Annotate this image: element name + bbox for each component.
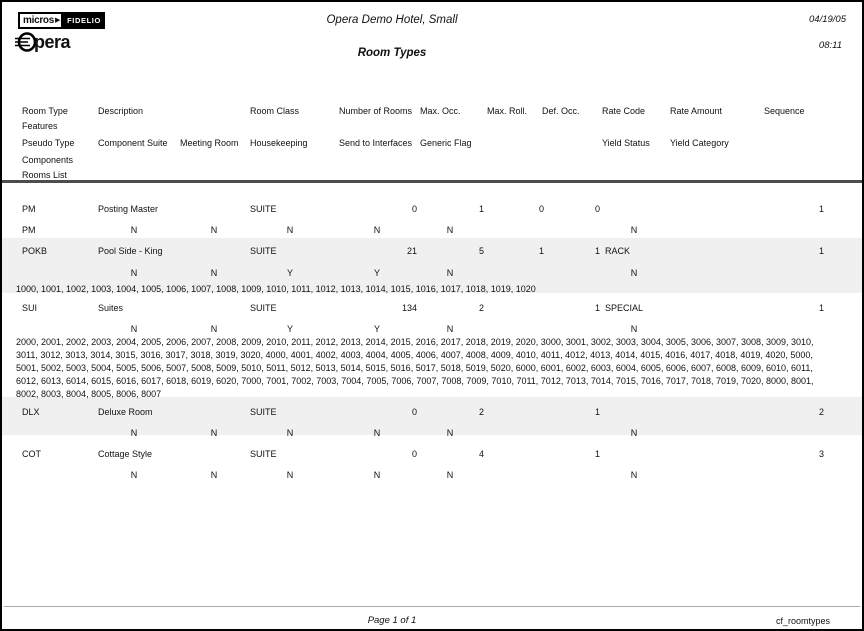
pseudo-type-value: PM	[22, 225, 36, 235]
yield-status-flag: N	[630, 324, 638, 334]
header-divider	[2, 180, 862, 183]
rooms-list-line: 3011, 3012, 3013, 3014, 3015, 3016, 3017, 3018, 3019, 3020, 4000, 4001, 4002, 4003, 4004, 4005, 4006, 4007, 4008, 4009, 4010, 4011, 4012, 4013, 4014, 4015, 4016, 4017, 4018, 4019, 4020, 5000,	[16, 350, 813, 360]
meeting-room-flag: N	[210, 428, 218, 438]
room-type-description: Suites	[98, 303, 124, 313]
rooms-list-line: 2000, 2001, 2002, 2003, 2004, 2005, 2006, 2007, 2008, 2009, 2010, 2011, 2012, 2013, 2014, 2015, 2016, 2017, 2018, 2019, 2020, 3000, 3001, 3002, 3003, 3004, 3005, 3006, 3007, 3008, 3009, 3010,	[16, 337, 814, 347]
opera-logo-text: pera	[34, 32, 71, 52]
table-row-dlx	[2, 407, 862, 438]
meeting-room-flag: N	[210, 225, 218, 235]
page-number: Page 1 of 1	[367, 615, 417, 626]
column-header-sequence: Sequence	[764, 106, 805, 116]
room-class-value: SUITE	[250, 303, 277, 313]
send-to-interfaces-flag: N	[373, 428, 381, 438]
yield-status-flag: N	[630, 225, 638, 235]
number-of-rooms-value: 0	[411, 204, 417, 214]
max-occ-value: 2	[478, 407, 484, 417]
hotel-name: Opera Demo Hotel, Small	[326, 14, 458, 26]
max-occ-value: 1	[478, 204, 484, 214]
micros-logo-text: micros ▶	[18, 12, 63, 29]
housekeeping-flag: N	[286, 428, 294, 438]
room-type-description: Cottage Style	[98, 449, 153, 459]
table-row-sui	[2, 303, 862, 399]
max-occ-value: 5	[478, 246, 484, 256]
number-of-rooms-value: 134	[401, 303, 417, 313]
number-of-rooms-value: 0	[411, 449, 417, 459]
meeting-room-flag: N	[210, 324, 218, 334]
table-row-cot	[2, 449, 862, 480]
def-occ-value: 0	[594, 204, 600, 214]
sequence-value: 1	[818, 204, 824, 214]
rooms-list-line: 8002, 8003, 8004, 8005, 8006, 8007	[16, 389, 162, 399]
column-header-features: Features	[22, 121, 58, 131]
room-class-value: SUITE	[250, 246, 277, 256]
yield-status-flag: N	[630, 268, 638, 278]
housekeeping-flag: N	[286, 225, 294, 235]
housekeeping-flag: Y	[286, 324, 293, 334]
room-class-value: SUITE	[250, 449, 277, 459]
component-suite-flag: N	[130, 225, 138, 235]
column-header-meeting-room: Meeting Room	[180, 138, 239, 148]
column-header-send-to-interfaces: Send to Interfaces	[339, 138, 413, 148]
component-suite-flag: N	[130, 428, 138, 438]
room-type-code: PM	[22, 204, 36, 214]
fidelio-logo-text: FIDELIO	[63, 12, 105, 29]
sequence-value: 2	[818, 407, 824, 417]
column-header-max-occ: Max. Occ.	[420, 106, 461, 116]
column-header-description: Description	[98, 106, 144, 116]
housekeeping-flag: N	[286, 470, 294, 480]
component-suite-flag: N	[130, 268, 138, 278]
room-type-code: COT	[22, 449, 41, 459]
report-date: 04/19/05	[809, 14, 846, 25]
room-class-value: SUITE	[250, 204, 277, 214]
max-occ-value: 4	[478, 449, 484, 459]
send-to-interfaces-flag: Y	[373, 324, 380, 334]
number-of-rooms-value: 21	[406, 246, 417, 256]
column-header-component-suite: Component Suite	[98, 138, 168, 148]
room-type-description: Deluxe Room	[98, 407, 153, 417]
column-header-rate-amount: Rate Amount	[670, 106, 723, 116]
room-type-code: SUI	[22, 303, 38, 313]
column-header-rooms-list: Rooms List	[22, 170, 68, 180]
sequence-value: 1	[818, 303, 824, 313]
report-title: Room Types	[357, 47, 427, 59]
room-type-description: Pool Side - King	[98, 246, 163, 256]
def-occ-value: 1	[594, 407, 600, 417]
column-header-yield-category: Yield Category	[670, 138, 729, 148]
send-to-interfaces-flag: N	[373, 225, 381, 235]
number-of-rooms-value: 0	[411, 407, 417, 417]
housekeeping-flag: Y	[286, 268, 293, 278]
column-header-generic-flag: Generic Flag	[420, 138, 472, 148]
generic-flag: N	[446, 324, 454, 334]
column-header-max-roll: Max. Roll.	[487, 106, 528, 116]
sequence-value: 3	[818, 449, 824, 459]
column-header-room-class: Room Class	[250, 106, 300, 116]
rooms-list-line: 6012, 6013, 6014, 6015, 6016, 6017, 6018, 6019, 6020, 7000, 7001, 7002, 7003, 7004, 7005, 7006, 7007, 7008, 7009, 7010, 7011, 7012, 7013, 7014, 7015, 7016, 7017, 7018, 7019, 7020, 8000, 8001,	[16, 376, 814, 386]
generic-flag: N	[446, 268, 454, 278]
send-to-interfaces-flag: Y	[373, 268, 380, 278]
table-row-pm	[2, 204, 862, 235]
meeting-room-flag: N	[210, 268, 218, 278]
generic-flag: N	[446, 428, 454, 438]
max-roll-value: 1	[538, 246, 544, 256]
column-header-number-of-rooms: Number of Rooms	[339, 106, 413, 116]
table-row-pokb	[2, 246, 862, 294]
def-occ-value: 1	[594, 303, 600, 313]
report-id: cf_roomtypes	[775, 616, 830, 626]
max-roll-value: 0	[538, 204, 544, 214]
column-header-components: Components	[22, 155, 74, 165]
max-occ-value: 2	[478, 303, 484, 313]
column-header-yield-status: Yield Status	[602, 138, 650, 148]
component-suite-flag: N	[130, 470, 138, 480]
generic-flag: N	[446, 470, 454, 480]
room-type-description: Posting Master	[98, 204, 159, 214]
column-header-def-occ: Def. Occ.	[542, 106, 580, 116]
meeting-room-flag: N	[210, 470, 218, 480]
column-header-rate-code: Rate Code	[602, 106, 646, 116]
yield-status-flag: N	[630, 428, 638, 438]
room-type-code: POKB	[22, 246, 48, 256]
sequence-value: 1	[818, 246, 824, 256]
def-occ-value: 1	[594, 246, 600, 256]
footer-divider	[4, 606, 860, 607]
rate-code-value: SPECIAL	[605, 303, 644, 313]
rooms-list-line: 1000, 1001, 1002, 1003, 1004, 1005, 1006, 1007, 1008, 1009, 1010, 1011, 1012, 1013, 1014, 1015, 1016, 1017, 1018, 1019, 1020	[16, 284, 536, 294]
component-suite-flag: N	[130, 324, 138, 334]
room-class-value: SUITE	[250, 407, 277, 417]
column-header-housekeeping: Housekeeping	[250, 138, 308, 148]
column-header-room-type: Room Type	[22, 106, 68, 116]
rooms-list-line: 5001, 5002, 5003, 5004, 5005, 5006, 5007, 5008, 5009, 5010, 5011, 5012, 5013, 5014, 5015, 5016, 5017, 5018, 5019, 5020, 6000, 6001, 6002, 6003, 6004, 6005, 6006, 6007, 6008, 6009, 6010, 6011,	[16, 363, 813, 373]
column-header-pseudo-type: Pseudo Type	[22, 138, 75, 148]
def-occ-value: 1	[594, 449, 600, 459]
report-time: 08:11	[818, 40, 842, 51]
send-to-interfaces-flag: N	[373, 470, 381, 480]
room-type-code: DLX	[22, 407, 40, 417]
arrow-right-icon: ▶	[55, 17, 61, 24]
yield-status-flag: N	[630, 470, 638, 480]
generic-flag: N	[446, 225, 454, 235]
rate-code-value: RACK	[605, 246, 631, 256]
